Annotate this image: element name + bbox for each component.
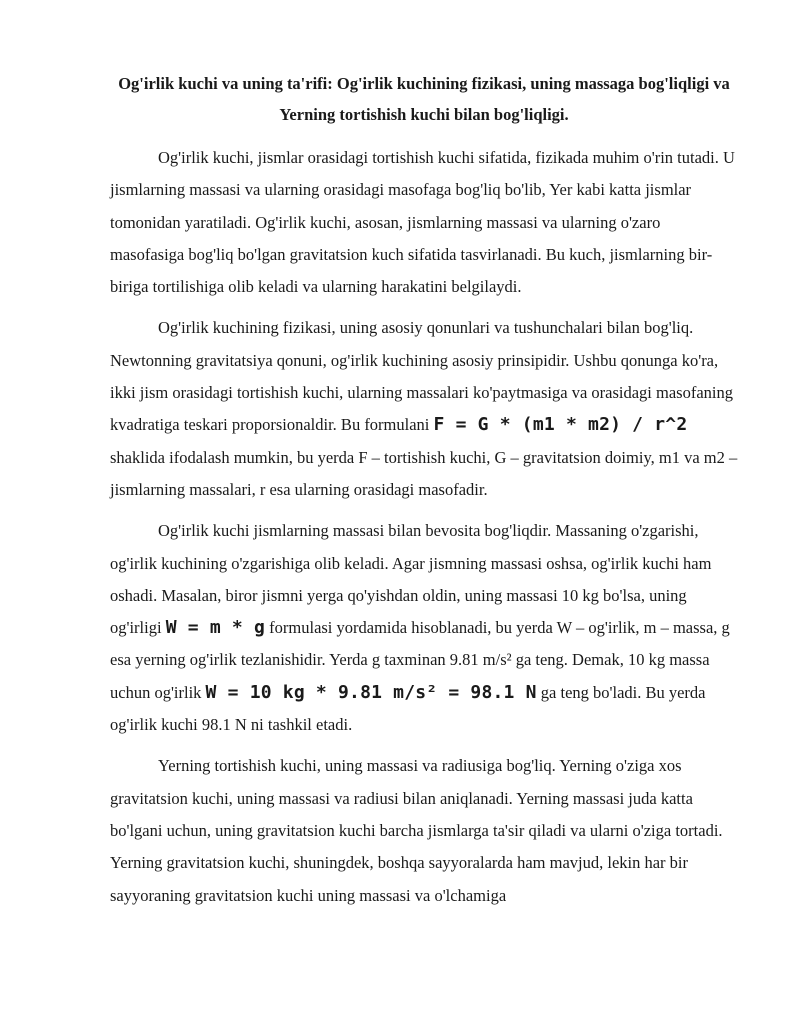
paragraph-4: Yerning tortishish kuchi, uning massasi va radiusiga bog'liq. Yerning o'ziga xos gravitatsion kuchi, uning massasi va radiusi bilan aniqlanadi. Yerning massasi juda katta bo'lgani uchun, uning gravitatsion kuchi barcha jismlarga ta'sir qiladi va ularni o'ziga tortadi. Yerning gravitatsion kuchi, shuningdek, boshqa sayyoralarda ham mavjud, lekin har bir sayyoraning gravitatsion kuchi uning massasi va o'lchamiga (110, 756, 723, 905)
gravitation-formula: F = G * (m1 * m2) / r^2 (433, 414, 688, 436)
paragraph-3-text-a: Og'irlik kuchi jismlarning massasi bilan bevosita bog'liqdir. Massaning o'zgarishi, og'irlik kuchining o'zgarishiga olib keladi. Agar jismning massasi oshsa, og'irlik kuchi ham oshadi. Masalan, biror jismni yerga qo'yishdan oldin, uning massasi 10 kg bo'lsa, uning og'irligi (110, 521, 712, 638)
paragraph-3-text-b: formulasi yordamida hisoblanadi, bu yerda W – og'irlik, m – massa, g esa yerning og'irlik tezlanishidir. Yerda g taxminan 9.81 m/s² ga teng. Demak, 10 kg massa uchun og'irlik (110, 618, 730, 702)
paragraph-1: Og'irlik kuchi, jismlar orasidagi tortishish kuchi sifatida, fizikada muhim o'rin tutadi. U jismlarning massasi va ularning orasidagi masofaga bog'liq bo'lib, Yer kabi katta jismlar tomonidan yaratiladi. Og'irlik kuchi, asosan, jismlarning massasi va ularning o'zaro masofasiga bog'liq bo'lgan gravitatsion kuch sifatida tasvirlanadi. Bu kuch, jismlarning bir-biriga tortilishiga olib keladi va ularning harakatini belgilaydi. (110, 148, 735, 297)
paragraph-3-text-c: ga teng bo'ladi. Bu yerda og'irlik kuchi 98.1 N ni tashkil etadi. (110, 682, 706, 735)
paragraph-2-text-a: Og'irlik kuchining fizikasi, uning asosiy qonunlari va tushunchalari bilan bog'liq. Newtonning gravitatsiya qonuni, og'irlik kuchining asosiy prinsipidir. Ushbu qonunga ko'ra, ikki jism orasidagi tortishish kuchi, ularning massalari ko'paytmasiga va orasidagi masofaning kvadratiga teskari proporsionaldir. Bu formulani (110, 318, 733, 435)
weight-calculation-formula: W = 10 kg * 9.81 m/s² = 98.1 N (205, 681, 537, 703)
paragraph-2-text-b: shaklida ifodalash mumkin, bu yerda F – tortishish kuchi, G – gravitatsion doimiy, m1 va m2 – jismlarning massalari, r esa ularning orasidagi masofadir. (110, 447, 738, 499)
document-title: Og'irlik kuchi va uning ta'rifi: Og'irlik kuchining fizikasi, uning massaga bog'liqligi va Yerning tortishish kuchi bilan bog'liqligi. (118, 74, 730, 124)
paragraph-3 (110, 515, 738, 741)
weight-formula: W = m * g (165, 617, 266, 639)
paragraph-2 (110, 312, 738, 506)
document-page (110, 68, 738, 921)
